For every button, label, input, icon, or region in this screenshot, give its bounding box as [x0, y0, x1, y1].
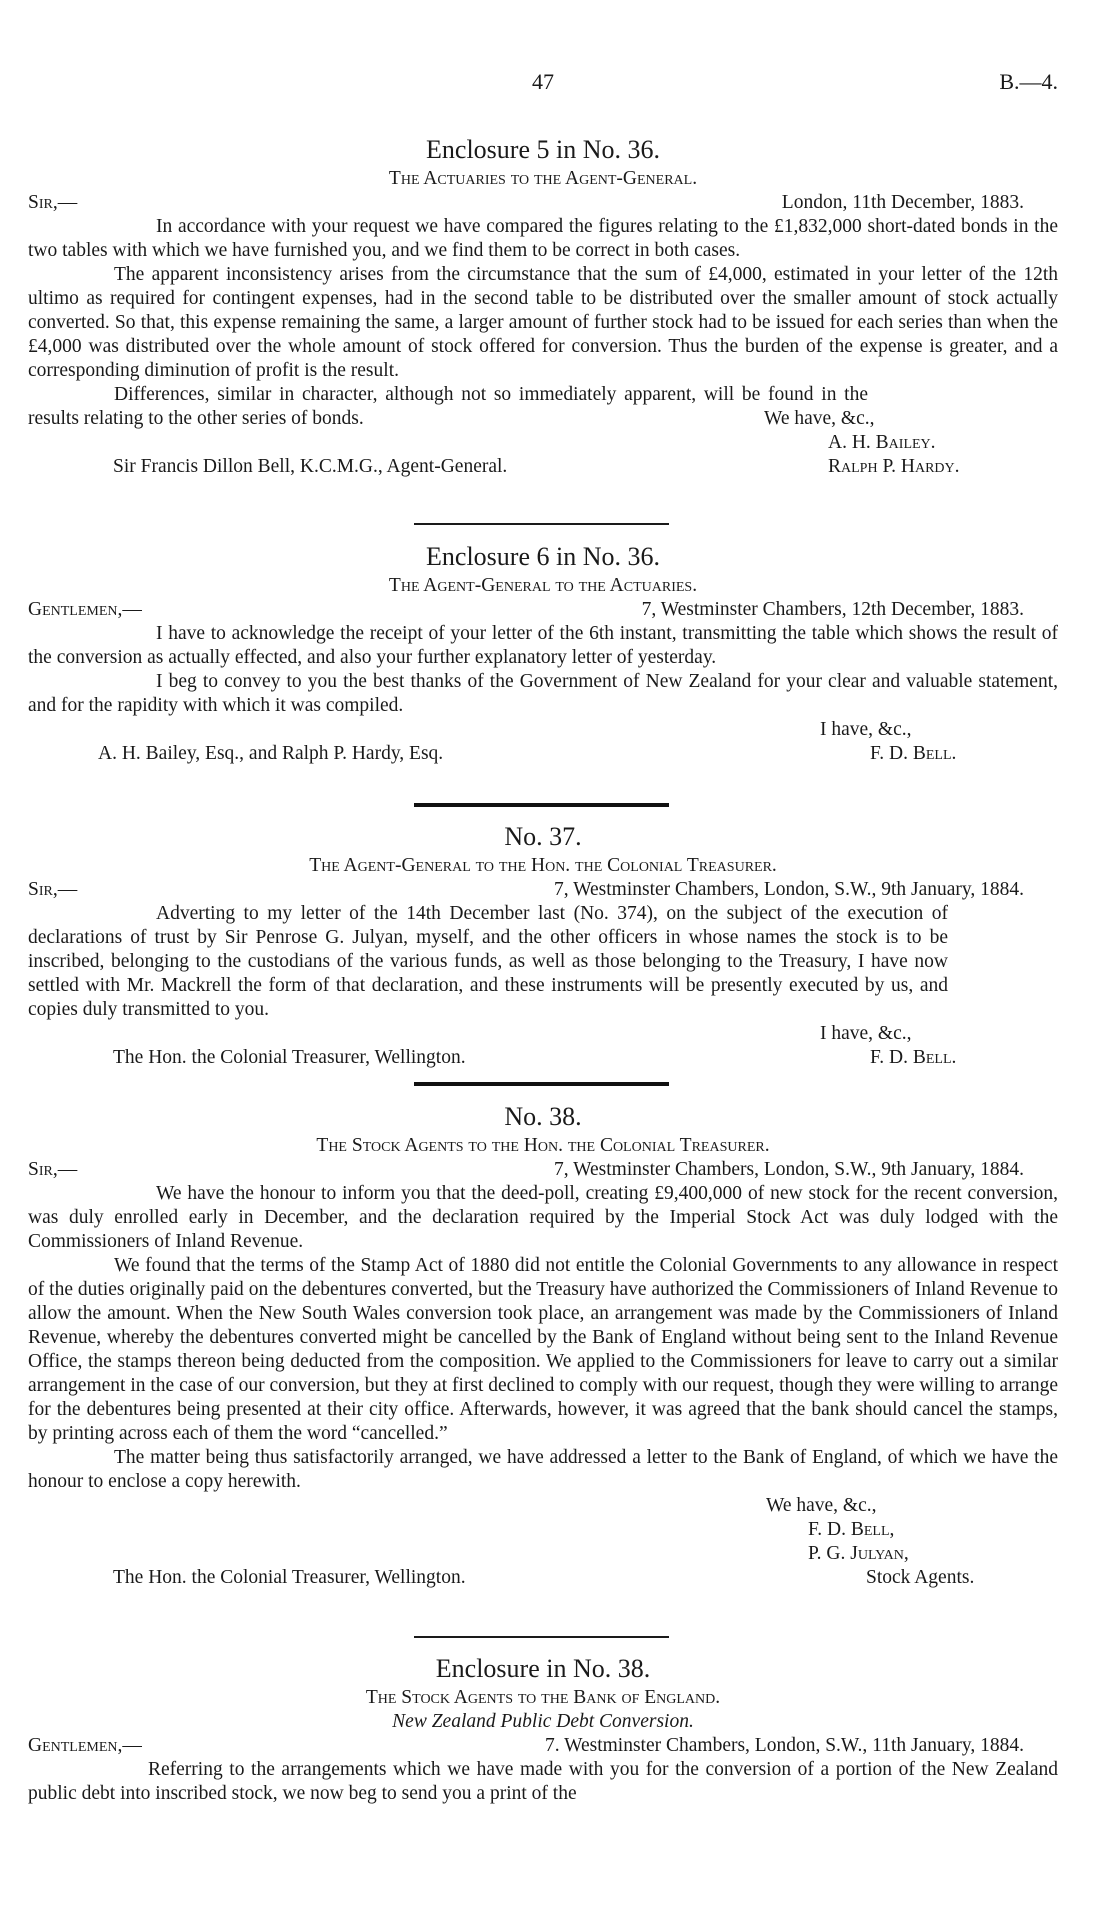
signer-name: A. H. Bailey. [828, 432, 936, 453]
paragraph: I beg to convey to you the best thanks of the Government of New Zealand for your clear and valuable statement, and for the rapidity with which it was compiled. [28, 671, 1058, 716]
paragraph: Differences, similar in character, although not so immediately apparent, will be found in the results relating to the other series of bonds. [28, 384, 868, 429]
section-subtitle: The Agent-General to the Hon. the Colonial Treasurer. [309, 855, 777, 876]
page-header [28, 70, 1058, 100]
no-38-section [28, 1100, 1058, 1590]
section-subtitle: The Actuaries to the Agent-General. [388, 168, 698, 189]
closing: I have, &c., [820, 719, 912, 740]
closing: We have, &c., [764, 408, 875, 429]
salutation-row [28, 878, 1058, 902]
addressee: The Hon. the Colonial Treasurer, Wellington. [113, 1047, 466, 1068]
section-divider [414, 1082, 669, 1086]
paragraph: I have to acknowledge the receipt of your letter of the 6th instant, transmitting the table which shows the result of the conversion as actually effected, and also your further explanatory letter of yesterday. [28, 623, 1058, 668]
section-title: Enclosure 5 in No. 36. [426, 135, 660, 164]
paragraph: The apparent inconsistency arises from the circumstance that the sum of £4,000, estimated in your letter of the 12th ultimo as required for contingent expenses, had in the second table to be distributed over the smaller amount of stock actually converted. So that, this expense remaining the same, a larger amount of further stock had to be issued for each series than when the £4,000 was distributed over the whole amount of stock offered for conversion. Thus the burden of the expense is greater, and a corresponding diminution of profit is the result. [28, 264, 1058, 381]
section-divider [414, 1636, 669, 1638]
paragraph: We found that the terms of the Stamp Act of 1880 did not entitle the Colonial Governments to any allowance in respect of the duties originally paid on the debentures converted, but the Treasury have authorized the Commissioners of Inland Revenue to allow the amount. When the New South Wales conversion took place, an arrangement was made by the Commissioners of Inland Revenue, whereby the debentures converted might be cancelled by the Bank of England without being sent to the Inland Revenue Office, the stamps thereon being deducted from the composition. We applied to the Commissioners for leave to carry out a similar arrangement in the case of our conversion, but they at first declined to comply with our request, though they were willing to arrange for the debentures being presented at their city office. Afterwards, however, it was agreed that the bank should cancel the stamps, by printing across each of them the word “cancelled.” [28, 1255, 1058, 1444]
closing: I have, &c., [820, 1023, 912, 1044]
section-subject: New Zealand Public Debt Conversion. [392, 1711, 694, 1732]
place-date: 7. Westminster Chambers, London, S.W., 11th January, 1884. [544, 1735, 1024, 1756]
enclosure-6-section [28, 540, 1058, 766]
section-title: Enclosure 6 in No. 36. [426, 542, 660, 571]
signer-name: F. D. Bell, [808, 1519, 895, 1540]
closing: We have, &c., [766, 1495, 877, 1516]
section-title: No. 38. [504, 1102, 582, 1131]
paragraph: In accordance with your request we have compared the figures relating to the £1,832,000 short-dated bonds in the two tables with which we have furnished you, and we find them to be correct in both cases. [28, 216, 1058, 261]
section-subtitle: The Stock Agents to the Bank of England. [365, 1687, 721, 1708]
place-date: 7, Westminster Chambers, London, S.W., 9th January, 1884. [554, 879, 1024, 900]
paragraph: Referring to the arrangements which we have made with you for the conversion of a portion of the New Zealand public debt into inscribed stock, we now beg to send you a print of the [28, 1759, 1058, 1804]
signer-name: Ralph P. Hardy. [828, 456, 960, 477]
section-divider [414, 523, 669, 525]
salutation-row [28, 598, 1058, 622]
salutation: Sir,— [28, 879, 78, 900]
enclosure-5-section [28, 133, 1058, 503]
no-37-section [28, 820, 1058, 1070]
salutation-row [28, 1734, 1058, 1758]
section-divider [414, 803, 669, 807]
paragraph: We have the honour to inform you that the deed-poll, creating £9,400,000 of new stock for the recent conversion, was duly enrolled early in December, and the declaration required by the Imperial Stock Act was duly lodged with the Commissioners of Inland Revenue. [28, 1183, 1058, 1252]
section-title: No. 37. [504, 822, 582, 851]
paragraph: Adverting to my letter of the 14th December last (No. 374), on the subject of the execution of declarations of trust by Sir Penrose G. Julyan, myself, and the other officers in whose names the stock is to be inscribed, belonging to the custodians of the various funds, as well as those belonging to the Treasury, I have now settled with Mr. Mackrell the form of that declaration, and these instruments will be presently executed by us, and copies duly transmitted to you. [28, 903, 948, 1020]
addressee: A. H. Bailey, Esq., and Ralph P. Hardy, Esq. [98, 743, 444, 764]
salutation: Gentlemen,— [28, 599, 142, 620]
document-reference: B.—4. [999, 69, 1058, 94]
place-date: 7, Westminster Chambers, London, S.W., 9th January, 1884. [554, 1159, 1024, 1180]
page-number: 47 [532, 69, 554, 94]
paragraph: The matter being thus satisfactorily arranged, we have addressed a letter to the Bank of England, of which we have the honour to enclose a copy herewith. [28, 1447, 1058, 1492]
place-date: London, 11th December, 1883. [781, 192, 1024, 213]
section-title: Enclosure in No. 38. [435, 1654, 651, 1683]
signer-name: P. G. Julyan, [808, 1543, 909, 1564]
enclosure-38-section [28, 1652, 1058, 1806]
addressee: Sir Francis Dillon Bell, K.C.M.G., Agent-General. [113, 456, 508, 477]
section-subtitle: The Stock Agents to the Hon. the Colonial Treasurer. [316, 1135, 770, 1156]
signer-name: F. D. Bell. [870, 743, 957, 764]
salutation: Gentlemen,— [28, 1735, 142, 1756]
salutation-row [28, 191, 1058, 215]
section-subtitle: The Agent-General to the Actuaries. [388, 575, 698, 596]
signer-role: Stock Agents. [866, 1567, 975, 1588]
salutation-row [28, 1158, 1058, 1182]
addressee: The Hon. the Colonial Treasurer, Wellington. [113, 1567, 466, 1588]
document-page [28, 0, 1058, 1925]
place-date: 7, Westminster Chambers, 12th December, 1883. [641, 599, 1024, 620]
salutation: Sir,— [28, 1159, 78, 1180]
signer-name: F. D. Bell. [870, 1047, 957, 1068]
salutation: Sir,— [28, 192, 78, 213]
